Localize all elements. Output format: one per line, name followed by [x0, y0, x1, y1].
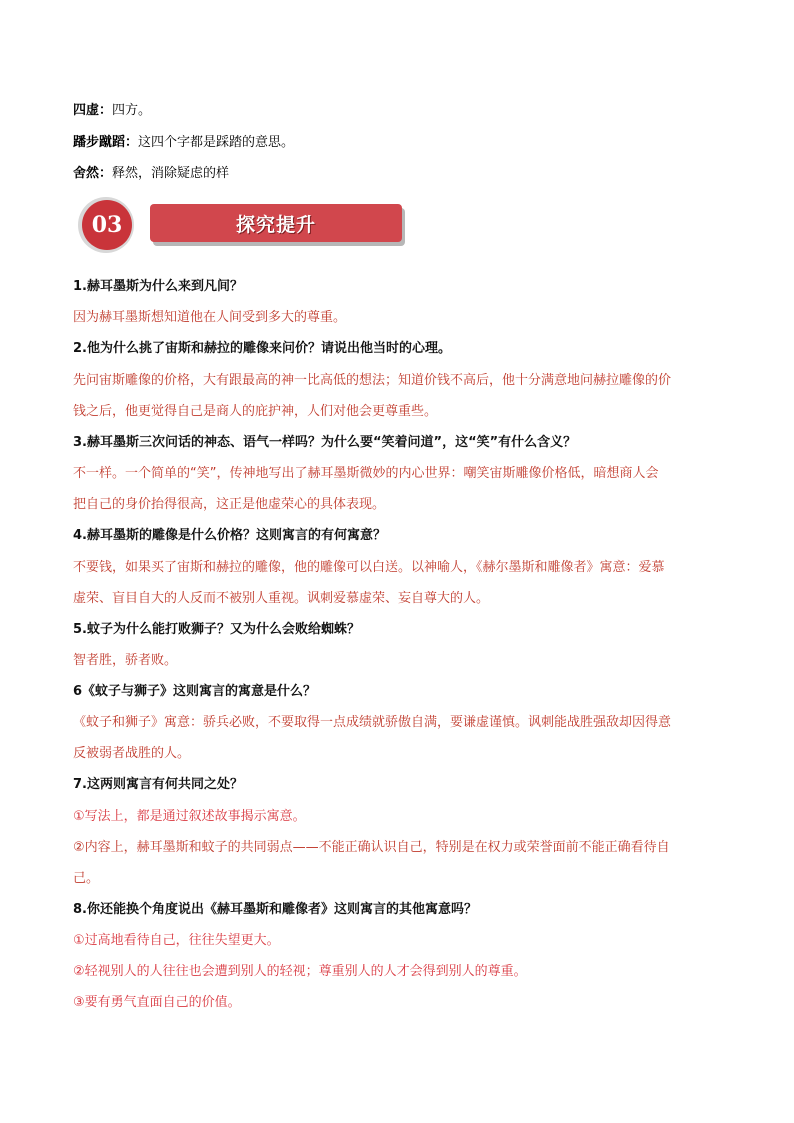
definition-line [73, 166, 229, 182]
answer-line: ②内容上，赫耳墨斯和蚊子的共同弱点——不能正确认识自己，特别是在权力或荣誉面前不能正确看待自 [73, 840, 670, 855]
section-number: 03 [82, 200, 132, 250]
question: 7.这两则寓言有何共同之处？ [73, 777, 243, 792]
answer-line: ②轻视别人的人往往也会遭到别人的轻视；尊重别人的人才会得到别人的尊重。 [73, 964, 527, 979]
question: 4.赫耳墨斯的雕像是什么价格？这则寓言的有何寓意？ [73, 528, 386, 543]
question: 6《蚊子与狮子》这则寓言的寓意是什么？ [73, 684, 317, 699]
question: 8.你还能换个角度说出《赫耳墨斯和雕像者》这则寓言的其他寓意吗？ [73, 902, 477, 917]
answer-line: 智者胜，骄者败。 [73, 653, 178, 668]
question: 5.蚊子为什么能打败狮子？又为什么会败给蜘蛛？ [73, 622, 360, 637]
definition-term: 四虚 [73, 103, 100, 118]
section-title-bar [150, 204, 402, 242]
section-badge [78, 197, 328, 253]
answer-line: ①写法上，都是通过叙述故事揭示寓意。 [73, 809, 306, 824]
definition-line [73, 135, 294, 151]
answer-line: 虚荣、盲目自大的人反而不被别人重视。讽刺爱慕虚荣、妄自尊大的人。 [73, 591, 490, 606]
answer-line: 己。 [73, 871, 100, 886]
question: 1.赫耳墨斯为什么来到凡间？ [73, 279, 243, 294]
answer-line: 把自己的身价抬得很高，这正是他虚荣心的具体表现。 [73, 497, 386, 512]
answer-line: ①过高地看待自己，往往失望更大。 [73, 933, 280, 948]
answer-line: 反被弱者战胜的人。 [73, 746, 191, 761]
definition-text: 释然，消除疑虑的样 [112, 166, 230, 181]
question: 2.他为什么挑了宙斯和赫拉的雕像来问价？请说出他当时的心理。 [73, 341, 451, 356]
answer-line: 不要钱，如果买了宙斯和赫拉的雕像，他的雕像可以白送。以神喻人，《赫尔墨斯和雕像者》寓意：爱慕 [73, 560, 665, 575]
answer-line: 钱之后，他更觉得自己是商人的庇护神，人们对他会更尊重些。 [73, 404, 438, 419]
answer-line: 先问宙斯雕像的价格，大有跟最高的神一比高低的想法；知道价钱不高后，他十分满意地问赫拉雕像的价 [73, 373, 672, 388]
definition-separator: ： [99, 103, 113, 118]
answer-line: 《蚊子和狮子》寓意：骄兵必败，不要取得一点成绩就骄傲自满，要谦虚谨慎。讽刺能战胜强敌却因得意 [73, 715, 672, 730]
section-title: 探究提升 [235, 213, 316, 236]
answer-line: ③要有勇气直面自己的价值。 [73, 995, 241, 1010]
section-number-circle [78, 197, 134, 253]
definition-separator: ： [125, 135, 139, 150]
definition-term: 舍然 [73, 166, 100, 181]
definition-separator: ： [99, 166, 113, 181]
definition-text: 这四个字都是踩踏的意思。 [138, 135, 295, 150]
question: 3.赫耳墨斯三次问话的神态、语气一样吗？为什么要“笑着问道”，这“笑”有什么含义？ [73, 435, 577, 450]
definition-line [73, 103, 151, 119]
definition-term: 蹯步蹴蹈 [73, 135, 126, 150]
answer-line: 不一样。一个简单的“笑”，传神地写出了赫耳墨斯微妙的内心世界：嘲笑宙斯雕像价格低，暗想商人会 [73, 466, 659, 481]
definition-text: 四方。 [112, 103, 152, 118]
answer-line: 因为赫耳墨斯想知道他在人间受到多大的尊重。 [73, 310, 347, 325]
